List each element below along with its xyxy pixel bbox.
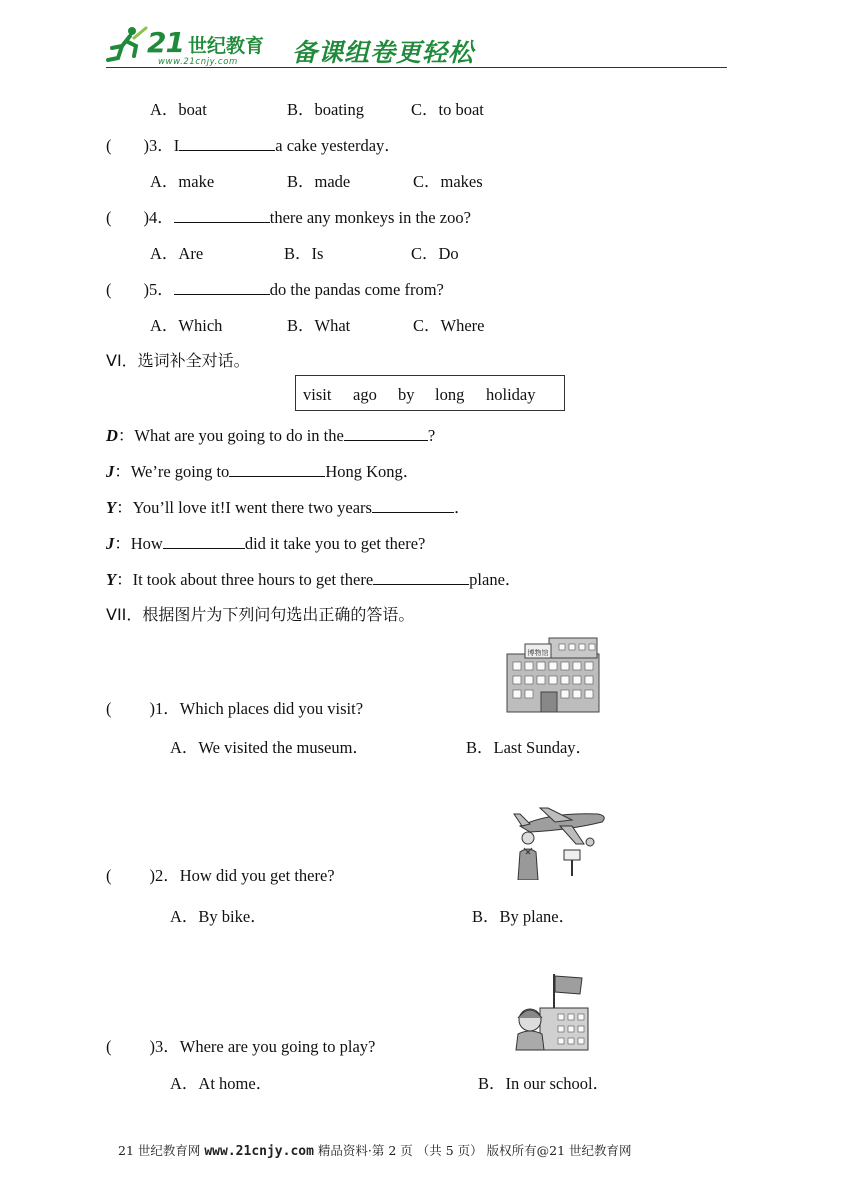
q3-option-c: C．makes [413,172,483,191]
pq3-option-a: A．At home． [170,1074,273,1093]
dialogue-line-1: D：What are you going to do in the ? [106,426,436,445]
word-bank [295,375,565,411]
question-3: ( )3．I a cake yesterday． [106,136,401,155]
answer-paren: ( [106,280,112,299]
speaker-label: J [106,462,115,481]
q2-option-c: C．to boat [411,100,484,119]
speaker-label: D [106,426,118,445]
header-rule [106,67,727,68]
q2-option-b: B．boating [287,100,364,119]
answer-paren: ( [106,136,112,155]
pq2-option-b: B．By plane． [472,907,576,926]
section-7-title: VII．根据图片为下列问句选出正确的答语。 [106,605,415,624]
answer-paren: ( [106,1037,112,1056]
answer-blank[interactable] [174,207,270,223]
picture-question-1: ( )1．Which places did you visit? [106,699,364,718]
answer-blank[interactable] [344,425,428,441]
section-6-title: VI．选词补全对话。 [106,351,250,370]
q4-option-b: B．Is [284,244,324,263]
school-flag-image [510,972,590,1052]
q5-option-c: C．Where [413,316,485,335]
picture-question-2: ( )2．How did you get there? [106,866,335,885]
answer-blank[interactable] [373,569,469,585]
answer-blank[interactable] [179,135,275,151]
q4-option-a: A．Are [150,244,204,263]
q3-option-a: A．make [150,172,215,191]
question-4: ( )4． there any monkeys in the zoo? [106,208,471,227]
word-ago: ago [353,385,377,404]
answer-blank[interactable] [229,461,325,477]
page-footer [118,1141,632,1159]
answer-paren: ( [106,866,112,885]
q5-option-a: A．Which [150,316,223,335]
answer-paren: ( [106,208,112,227]
speaker-label: Y [106,570,117,589]
q2-option-a: A．boat [150,100,207,119]
dialogue-line-4: J：How did it take you to get there? [106,534,426,553]
museum-sign: 博物馆 [527,649,549,657]
speaker-label: J [106,534,115,553]
dialogue-line-5: Y：It took about three hours to get there plane． [106,570,522,589]
answer-blank[interactable] [174,279,270,295]
pq1-option-a: A．We visited the museum． [170,738,369,757]
pq3-option-b: B．In our school． [478,1074,610,1093]
museum-building-image [505,634,601,714]
word-visit: visit [303,385,332,404]
answer-blank[interactable] [372,497,454,513]
dialogue-line-3: Y：You’ll love it!I went there two years ． [106,498,471,517]
speaker-label: Y [106,498,117,517]
runner-logo-icon [106,24,150,64]
word-by: by [398,385,415,404]
logo-url: www.21cnjy.com [158,57,238,67]
footer-url[interactable]: www.21cnjy.com [204,1144,314,1159]
footer-prefix: 21 世纪教育网 [118,1143,205,1158]
airplane-traveler-image [510,804,610,880]
header-slogan: 备课组卷更轻松 [292,38,475,67]
logo-number: 21 [147,26,184,59]
answer-paren: ( [106,699,112,718]
picture-question-3: ( )3．Where are you going to play? [106,1037,376,1056]
q3-option-b: B．made [287,172,351,191]
q5-option-b: B．What [287,316,351,335]
footer-suffix: 精品资料·第 2 页 （共 5 页） 版权所有@21 世纪教育网 [313,1143,632,1158]
pq1-option-b: B．Last Sunday． [466,738,593,757]
answer-blank[interactable] [163,533,245,549]
word-long: long [435,385,465,404]
word-holiday: holiday [486,385,536,404]
q4-option-c: C．Do [411,244,459,263]
question-5: ( )5． do the pandas come from? [106,280,444,299]
logo-text: 世纪教育 [188,35,265,57]
dialogue-line-2: J：We’re going to Hong Kong． [106,462,420,481]
pq2-option-a: A．By bike． [170,907,267,926]
